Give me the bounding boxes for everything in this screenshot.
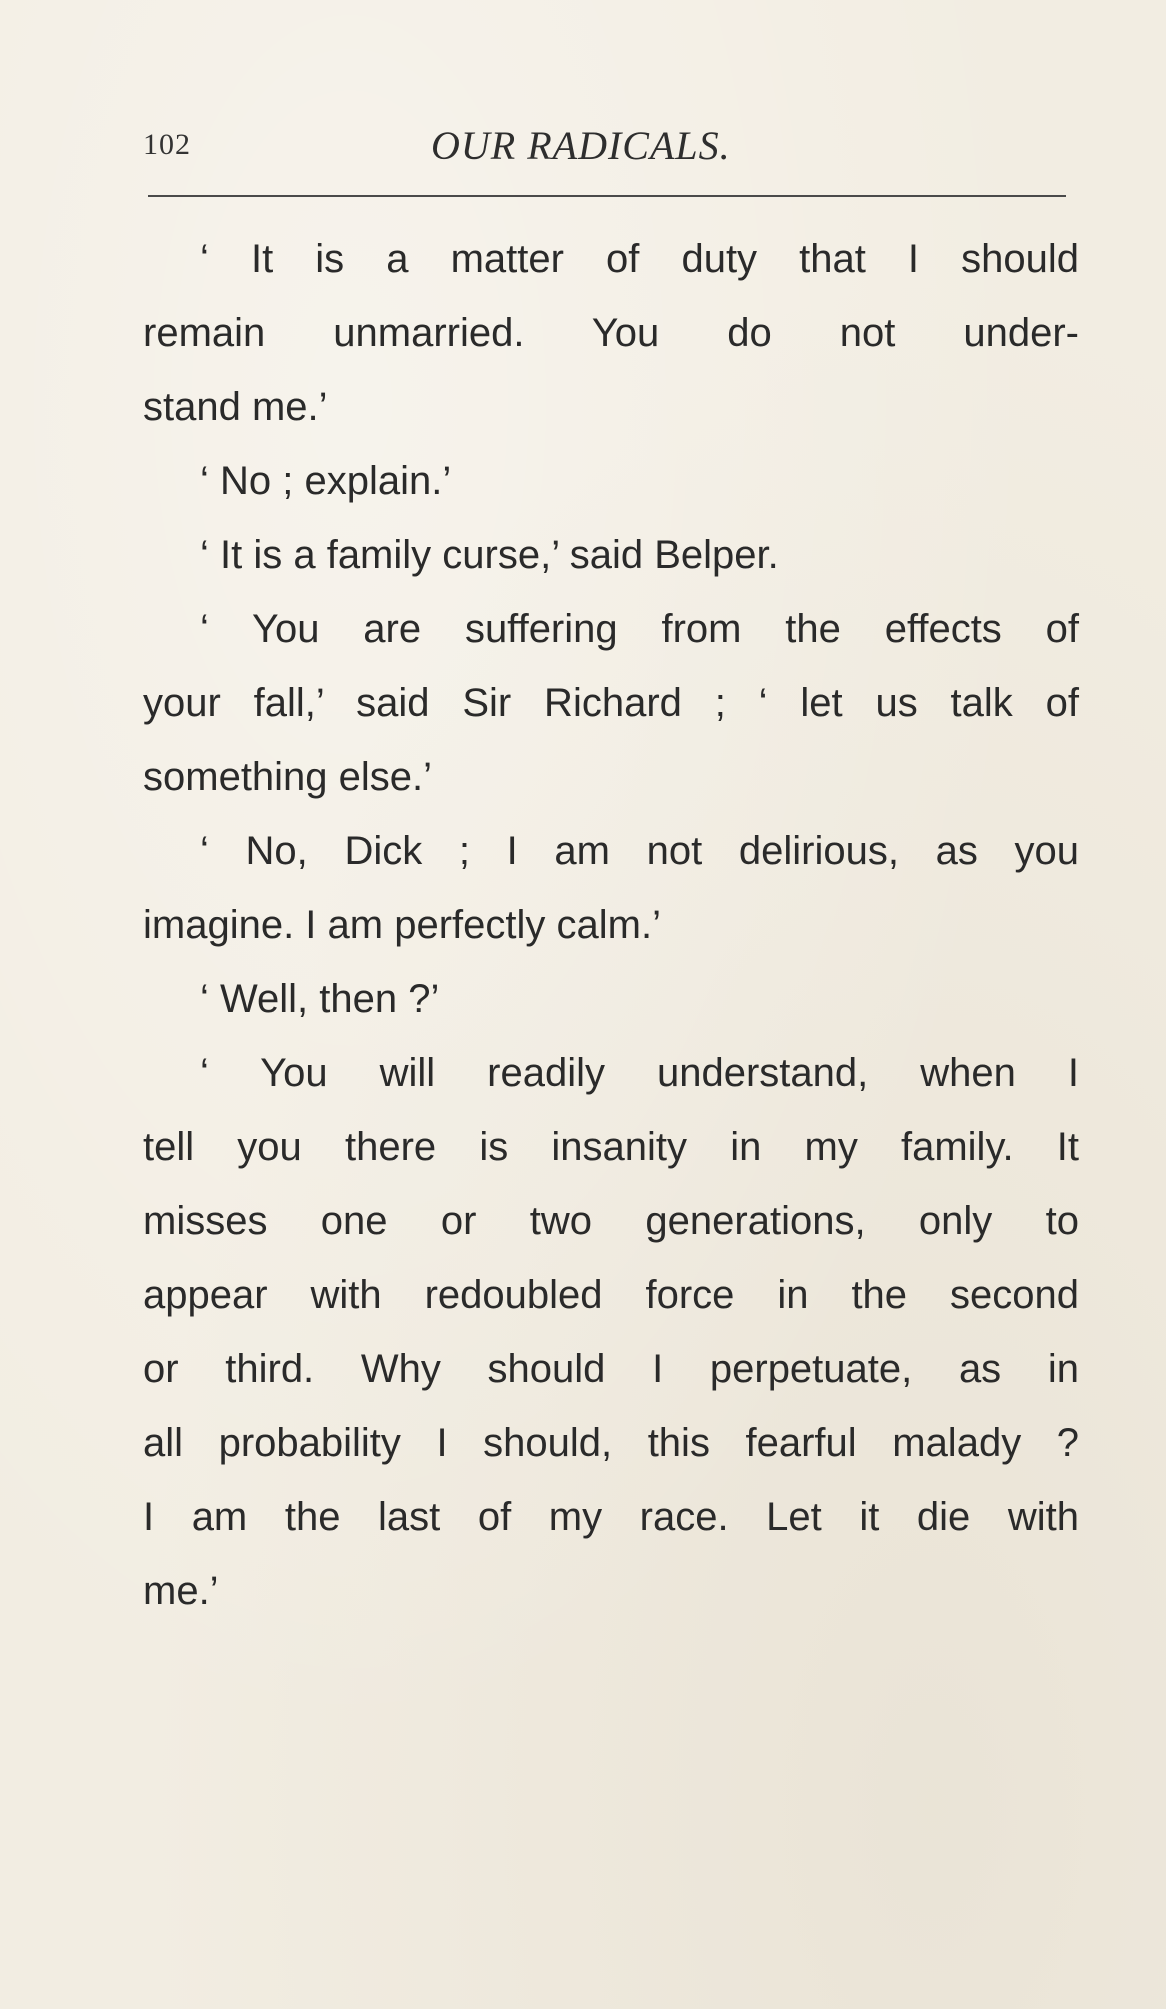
text-line: me.’ — [143, 1569, 219, 1613]
text-line: or third. Why should I perpetuate, as in — [143, 1347, 1079, 1391]
running-title: OUR RADICALS. — [431, 123, 731, 168]
text-line: remain unmarried. You do not under- — [143, 311, 1079, 355]
text-line: ‘ No ; explain.’ — [200, 459, 452, 503]
page-number: 102 — [143, 128, 191, 161]
text-line: your fall,’ said Sir Richard ; ‘ let us talk of — [143, 681, 1079, 725]
text-line: I am the last of my race. Let it die with — [143, 1495, 1079, 1539]
text-line: ‘ Well, then ?’ — [200, 977, 440, 1021]
text-line: misses one or two generations, only to — [143, 1199, 1079, 1243]
body-text — [143, 222, 1079, 1628]
text-line: all probability I should, this fearful malady ? — [143, 1421, 1079, 1465]
header-rule — [148, 195, 1066, 197]
text-line: stand me.’ — [143, 385, 328, 429]
text-line: something else.’ — [143, 755, 433, 799]
text-line: appear with redoubled force in the second — [143, 1273, 1079, 1317]
running-head — [143, 122, 1079, 172]
text-line: ‘ You will readily understand, when I — [200, 1051, 1079, 1095]
text-line: ‘ You are suffering from the effects of — [200, 607, 1079, 651]
text-line: ‘ It is a matter of duty that I should — [200, 237, 1079, 281]
text-line: ‘ No, Dick ; I am not delirious, as you — [200, 829, 1079, 873]
text-line: ‘ It is a family curse,’ said Belper. — [200, 533, 779, 577]
text-line: imagine. I am perfectly calm.’ — [143, 903, 661, 947]
text-line: tell you there is insanity in my family. It — [143, 1125, 1079, 1169]
